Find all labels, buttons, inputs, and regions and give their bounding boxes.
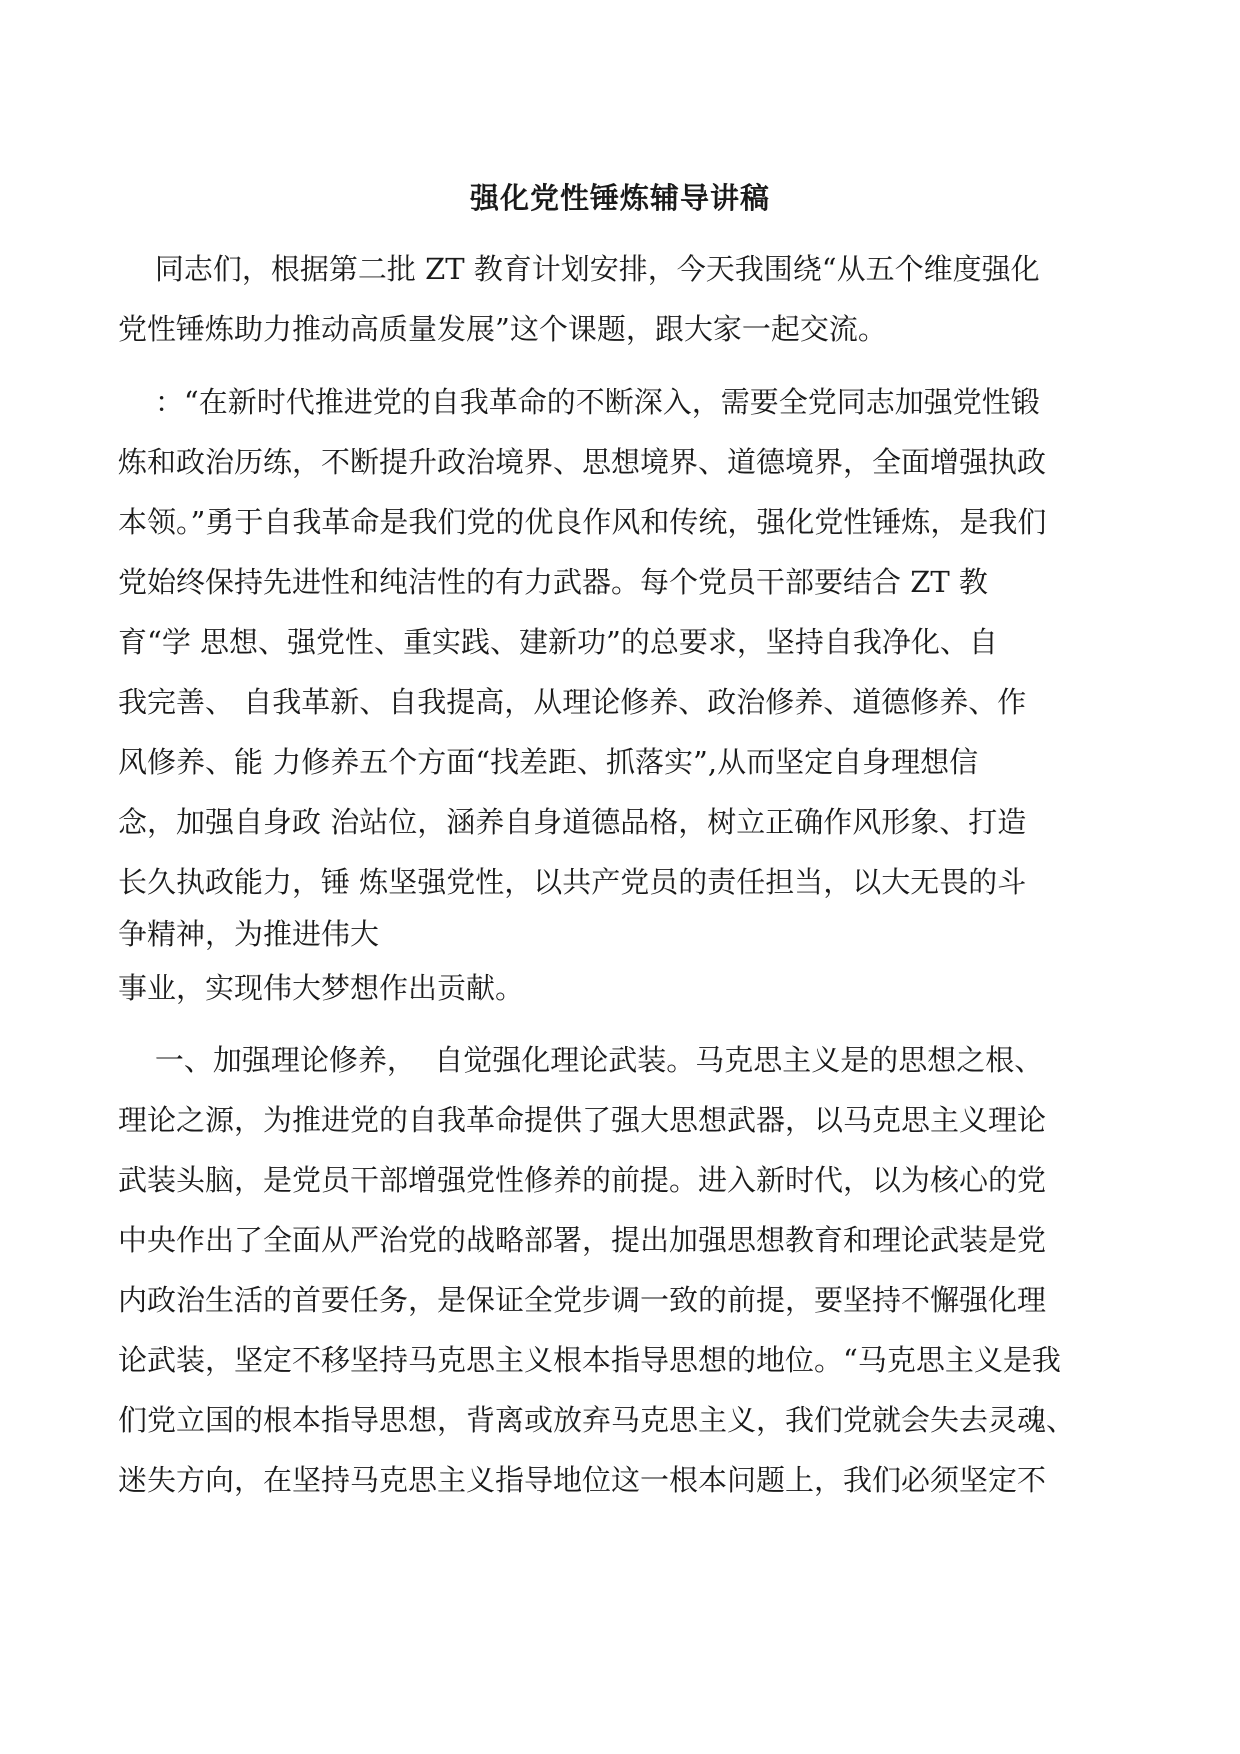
paragraph-2-line: ：“在新时代推进党的自我革命的不断深入，需要全党同志加强党性锻	[118, 385, 1040, 419]
paragraph-3-line: 内政治生活的首要任务，是保证全党步调一致的前提，要坚持不懈强化理	[118, 1283, 1047, 1317]
paragraph-3-line: 中央作出了全面从严治党的战略部署，提出加强思想教育和理论武装是党	[118, 1223, 1047, 1257]
paragraph-3-line: 武装头脑，是党员干部增强党性修养的前提。进入新时代，以为核心的党	[118, 1163, 1047, 1197]
paragraph-2-line: 念，加强自身政 治站位，涵养自身道德品格，树立正确作风形象、打造	[118, 805, 1027, 839]
paragraph-1-line: 同志们，根据第二批 ZT 教育计划安排，今天我围绕“从五个维度强化	[118, 252, 1040, 286]
paragraph-3-line: 论武装，坚定不移坚持马克思主义根本指导思想的地位。“马克思主义是我	[118, 1343, 1061, 1377]
paragraph-2-line: 长久执政能力，锤 炼坚强党性，以共产党员的责任担当，以大无畏的斗	[118, 865, 1027, 899]
paragraph-3-line: 们党立国的根本指导思想，背离或放弃马克思主义，我们党就会失去灵魂、	[118, 1403, 1076, 1437]
paragraph-2-line: 事业，实现伟大梦想作出贡献。	[118, 971, 525, 1005]
paragraph-3-line: 理论之源，为推进党的自我革命提供了强大思想武器，以马克思主义理论	[118, 1103, 1047, 1137]
paragraph-2-line: 我完善、 自我革新、自我提高，从理论修养、政治修养、道德修养、作	[118, 685, 1027, 719]
paragraph-1-line: 党性锤炼助力推动高质量发展”这个课题，跟大家一起交流。	[118, 312, 887, 346]
paragraph-2-line: 党始终保持先进性和纯洁性的有力武器。每个党员干部要结合 ZT 教	[118, 565, 988, 599]
paragraph-3-line: 一、加强理论修养， 自觉强化理论武装。马克思主义是的思想之根、	[118, 1043, 1044, 1077]
paragraph-2-line: 炼和政治历练，不断提升政治境界、思想境界、道德境界，全面增强执政	[118, 445, 1047, 479]
paragraph-2-line: 争精神，为推进伟大	[118, 917, 380, 951]
paragraph-2-line: 风修养、能 力修养五个方面“找差距、抓落实”,从而坚定自身理想信	[118, 745, 979, 779]
paragraph-2-line: 本领。”勇于自我革命是我们党的优良作风和传统，强化党性锤炼，是我们	[118, 505, 1047, 539]
paragraph-3-line: 迷失方向，在坚持马克思主义指导地位这一根本问题上，我们必须坚定不	[118, 1463, 1047, 1497]
document-title: 强化党性锤炼辅导讲稿	[469, 181, 770, 215]
paragraph-2-line: 育“学 思想、强党性、重实践、建新功”的总要求，坚持自我净化、自	[118, 625, 998, 659]
